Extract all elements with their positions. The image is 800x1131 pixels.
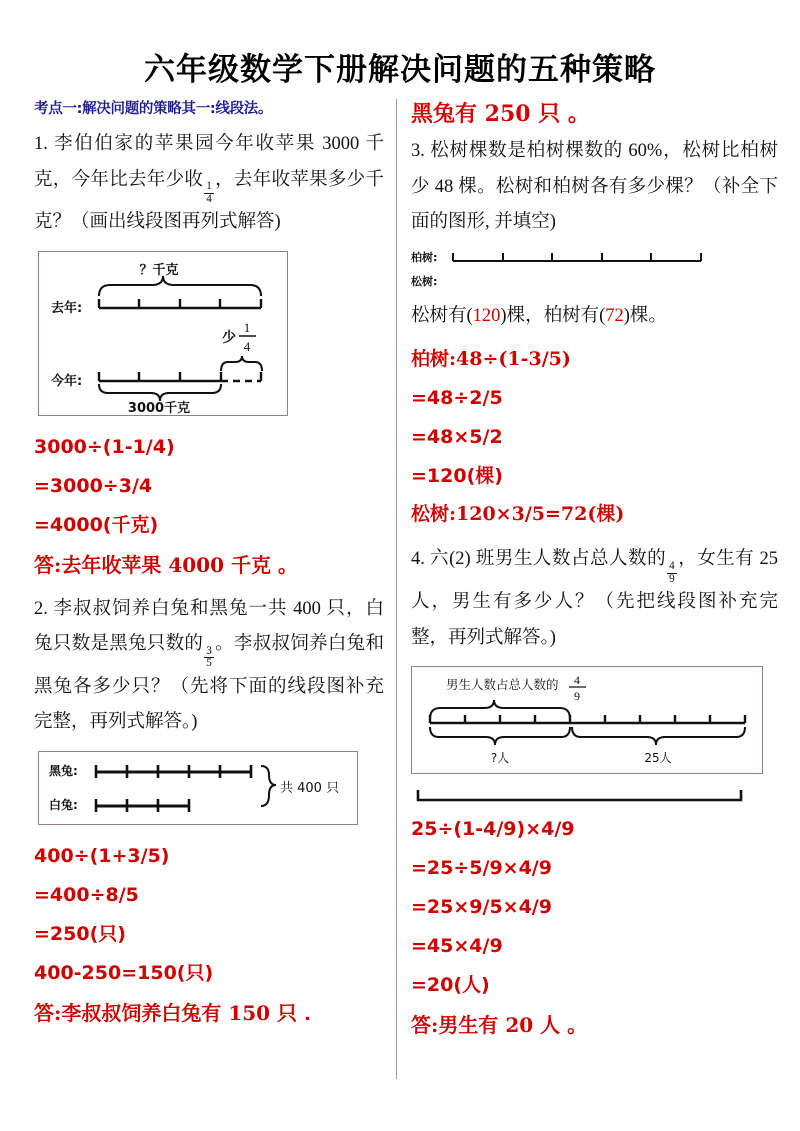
solution-step: 400-250=150(只) [34,961,214,984]
diagram-bottom-label: 3000千克 [127,400,191,414]
problem-3-solution [411,340,778,535]
label-total-rabbits: 共 400 只 [280,780,340,796]
problem-3-fill-in [411,299,778,334]
solution-step: =45×4/9 [411,934,503,957]
fraction-denominator: 4 [206,192,212,205]
rabbits-diagram-svg [39,752,356,823]
problem-1-answer: 答:去年收苹果 4000 千克 。 [34,552,298,577]
label-last-year: 去年: [51,300,83,316]
problem-3-text: 3. 松树棵数是柏树棵数的 60%，松树比柏树少 48 棵。松树和柏树各有多少棵？（补全下面的图形, 并填空) [411,141,778,233]
problem-4-text [411,542,778,656]
fraction-three-fifths [204,646,214,670]
solution-step: 松树:120×3/5=72(棵) [411,503,625,526]
solution-step: =20(人) [411,973,490,996]
line-segment-diagram-students [411,666,763,774]
solution-step: =250(只) [34,922,126,945]
fraction-four-ninths [667,561,677,585]
label-boys-unknown: ?人 [490,751,510,766]
label-black-rabbit: 黑兔: [49,763,78,778]
problem-2-text-part1: 2. 李叔叔饲养白兔和黑兔一共 400 只，白兔只数是黑兔只数的 [34,598,384,655]
label-cypress: 柏树: [411,250,438,264]
diagram-top-caption: 男生人数占总人数的 [446,677,559,693]
caption-denominator: 9 [574,689,580,704]
apples-diagram-svg [39,252,286,414]
right-column [397,97,778,1046]
problem-1-text-part1: 1. 李伯伯家的苹果园今年收苹果 3000 千克，今年比去年少收 [34,134,384,190]
top-answer-black-rabbit: 黑兔有 250 只 。 [411,101,590,127]
fraction-numerator: 4 [669,560,675,573]
diagram-top-label: ？千克 [139,262,179,278]
problem-1-text [34,127,384,241]
fill-in-value-pine: 120 [472,305,501,326]
label-less-numerator: 1 [243,319,251,335]
problem-4-text-part1: 4. 六(2) 班男生人数占总人数的 [411,549,667,570]
problem-1-text-part2: ，去年收苹果多少千克？（画出线段图再列式解答) [34,169,384,233]
line-segment-diagram-apples [38,251,288,416]
brace-top [99,276,261,296]
solution-step: 3000÷(1-1/4) [34,435,175,458]
label-pine: 松树: [411,274,438,288]
solution-step: 25÷(1-4/9)×4/9 [411,818,575,841]
label-this-year: 今年: [51,373,83,389]
solution-step: 400÷(1+3/5) [34,844,170,867]
problem-2-text-part2: 。李叔叔饲养白兔和黑兔各多少只？（先将下面的线段图补充完整，再列式解答。) [34,634,384,733]
solution-step: =25÷5/9×4/9 [411,857,552,880]
brace-right-total [261,766,276,806]
label-white-rabbit: 白兔: [49,797,78,812]
problem-2-solution [34,837,384,1034]
solution-step: =48×5/2 [411,425,503,448]
solution-step: =4000(千克) [34,513,159,536]
fill-in-middle: )棵，柏树有( [500,305,606,326]
tree-diagram-svg [411,245,761,295]
solution-step: =25×9/5×4/9 [411,896,552,918]
solution-step: =48÷2/5 [411,386,503,409]
problem-2-answer: 答:李叔叔饲养白兔有 150 只 . [34,1000,311,1025]
students-diagram-svg [412,667,761,772]
solution-step: 柏树:48÷(1-3/5) [411,347,571,370]
solution-step: =400÷8/5 [34,883,139,906]
line-segment-diagram-rabbits [38,751,358,825]
fraction-numerator: 3 [206,644,212,657]
tree-count-segment-diagram [411,245,778,295]
caption-numerator: 4 [574,673,580,688]
label-less-denominator: 4 [243,338,251,354]
brace-boys-bottom [430,727,570,745]
brace-small-difference [221,356,262,371]
label-less-text: 少 [222,329,236,346]
brace-girls-bottom [572,727,745,745]
fill-in-prefix: 松树有( [411,305,473,326]
problem-4-answer: 答:男生有 20 人 。 [411,1012,588,1037]
two-column-layout [0,97,800,1079]
section-heading-kaodian-1: 考点一:解决问题的策略其一:线段法。 [34,101,273,117]
fraction-numerator: 1 [206,180,212,193]
solution-step: =120(棵) [411,464,503,487]
left-column [34,97,396,1034]
fraction-one-quarter [204,181,214,205]
solution-step: =3000÷3/4 [34,474,153,497]
total-bracket-svg [411,786,763,806]
problem-2-text [34,592,384,741]
fraction-denominator: 9 [669,572,675,585]
problem-4-text-part2: ，女生有 25 人，男生有多少人？（先把线段图补充完整，再列式解答。) [411,549,778,648]
label-girls-25: 25人 [644,751,672,766]
fraction-denominator: 5 [206,657,212,670]
brace-bottom [99,384,221,401]
page-title: 六年级数学下册解决问题的五种策略 [144,52,656,88]
problem-4-solution [411,810,778,1046]
bracket-path [418,790,741,800]
fill-in-suffix: )棵。 [623,305,667,326]
fill-in-value-cypress: 72 [605,305,624,326]
problem-1-solution [34,428,384,586]
total-span-bracket [411,786,778,806]
